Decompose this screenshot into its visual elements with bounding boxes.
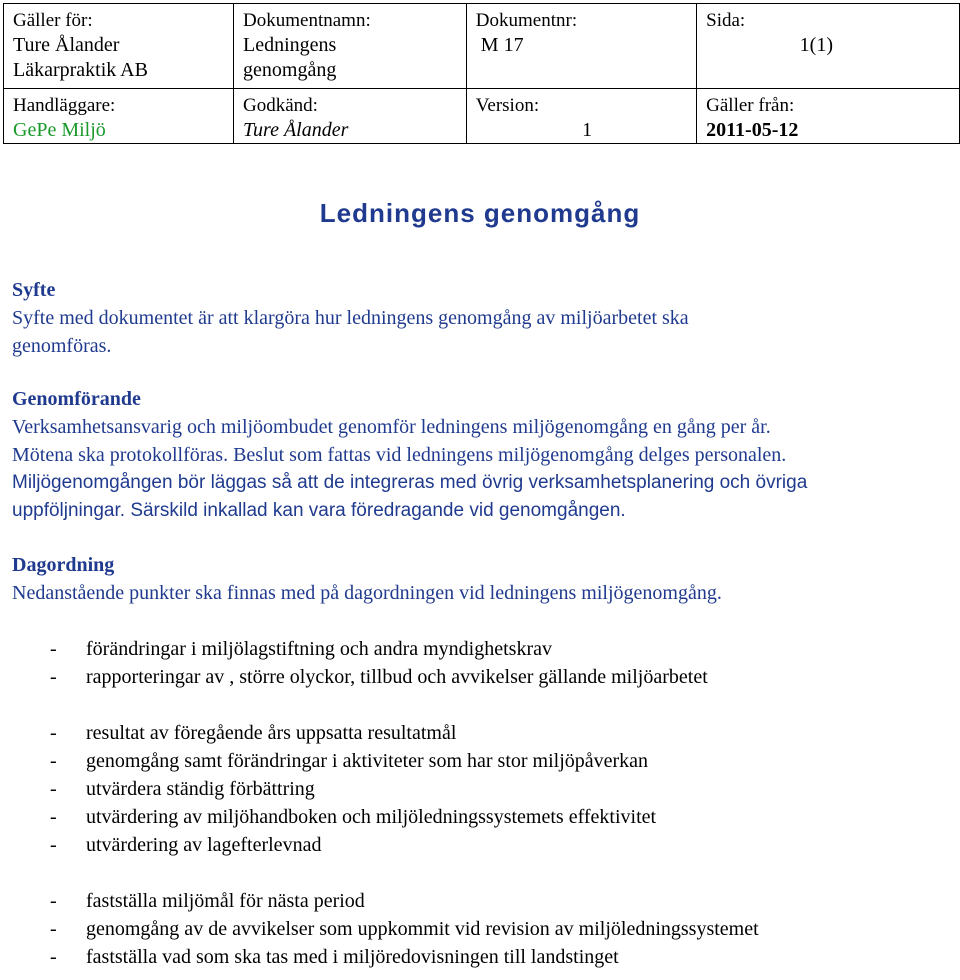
dagordning-intro: Nedanstående punkter ska finnas med på dagordningen vid ledningens miljögenomgång. (12, 582, 722, 604)
galler-for-label: Gäller för: (13, 10, 93, 31)
godkand-label: Godkänd: (243, 95, 318, 116)
genomforande-line2: Mötena ska protokollföras. Beslut som fattas vid ledningens miljögenomgång delges personalen. (12, 444, 787, 466)
genomforande-section (12, 385, 957, 525)
dokumentnamn-line1: Ledningens (243, 34, 337, 56)
version-cell (466, 89, 696, 144)
list-item: - genomgång av de avvikelser som uppkommit vid revision av miljöledningssystemet (50, 918, 759, 940)
list-item: - utvärdering av miljöhandboken och miljöledningssystemets effektivitet (50, 806, 657, 828)
list-item: - fastställa miljömål för nästa period (50, 890, 365, 912)
version-value: 1 (582, 119, 593, 141)
list-item: - rapporteringar av , större olyckor, tillbud och avvikelser gällande miljöarbetet (50, 666, 708, 688)
godkand-value: Ture Ålander (243, 119, 349, 141)
agenda-group-1 (12, 635, 957, 691)
genomforande-heading: Genomförande (12, 388, 141, 410)
list-item: - förändringar i miljölagstiftning och andra myndighetskrav (50, 638, 552, 660)
galler-fran-value: 2011-05-12 (706, 119, 799, 141)
sida-value: 1(1) (799, 34, 833, 56)
syfte-heading: Syfte (12, 279, 56, 301)
dokumentnr-label: Dokumentnr: (475, 10, 578, 31)
handlaggare-cell (4, 89, 234, 144)
handlaggare-value: GePe Miljö (13, 119, 106, 141)
dagordning-section (12, 551, 957, 971)
list-item: - utvärdera ständig förbättring (50, 778, 315, 800)
sida-cell (697, 4, 960, 89)
sida-label: Sida: (706, 10, 746, 31)
galler-for-line1: Ture Ålander (13, 34, 120, 56)
genomforande-line1: Verksamhetsansvarig och miljöombudet genomför ledningens miljögenomgång en gång per år. (12, 416, 771, 438)
godkand-cell (234, 89, 467, 144)
galler-fran-label: Gäller från: (706, 95, 795, 116)
syfte-section (12, 276, 957, 360)
syfte-line2: genomföras. (12, 335, 112, 357)
document-title: Ledningens genomgång (319, 198, 641, 228)
dokumentnamn-line2: genomgång (243, 59, 337, 81)
agenda-group-2 (12, 719, 957, 859)
handlaggare-label: Handläggare: (13, 95, 116, 116)
genomforande-line4: uppföljningar. Särskild inkallad kan vara föredragande vid genomgången. (12, 500, 626, 521)
list-item: - fastställa vad som ska tas med i miljöredovisningen till landstinget (50, 946, 619, 968)
galler-for-cell (4, 4, 234, 89)
document-header-table (3, 3, 960, 144)
document-body (12, 276, 957, 971)
genomforande-line3: Miljögenomgången bör läggas så att de integreras med övrig verksamhetsplanering och övriga (12, 472, 808, 493)
list-item: - utvärdering av lagefterlevnad (50, 834, 322, 856)
dagordning-heading: Dagordning (12, 554, 115, 576)
dokumentnr-value: M 17 (480, 34, 524, 56)
list-item: - genomgång samt förändringar i aktiviteter som har stor miljöpåverkan (50, 750, 649, 772)
dokumentnamn-label: Dokumentnamn: (243, 10, 371, 31)
syfte-line1: Syfte med dokumentet är att klargöra hur ledningens genomgång av miljöarbetet ska (12, 307, 689, 329)
dokumentnr-cell (466, 4, 696, 89)
agenda-group-3 (12, 887, 957, 971)
galler-for-line2: Läkarpraktik AB (13, 59, 148, 81)
galler-fran-cell (697, 89, 960, 144)
version-label: Version: (475, 95, 540, 116)
dokumentnamn-cell (234, 4, 467, 89)
list-item: - resultat av föregående års uppsatta resultatmål (50, 722, 457, 744)
